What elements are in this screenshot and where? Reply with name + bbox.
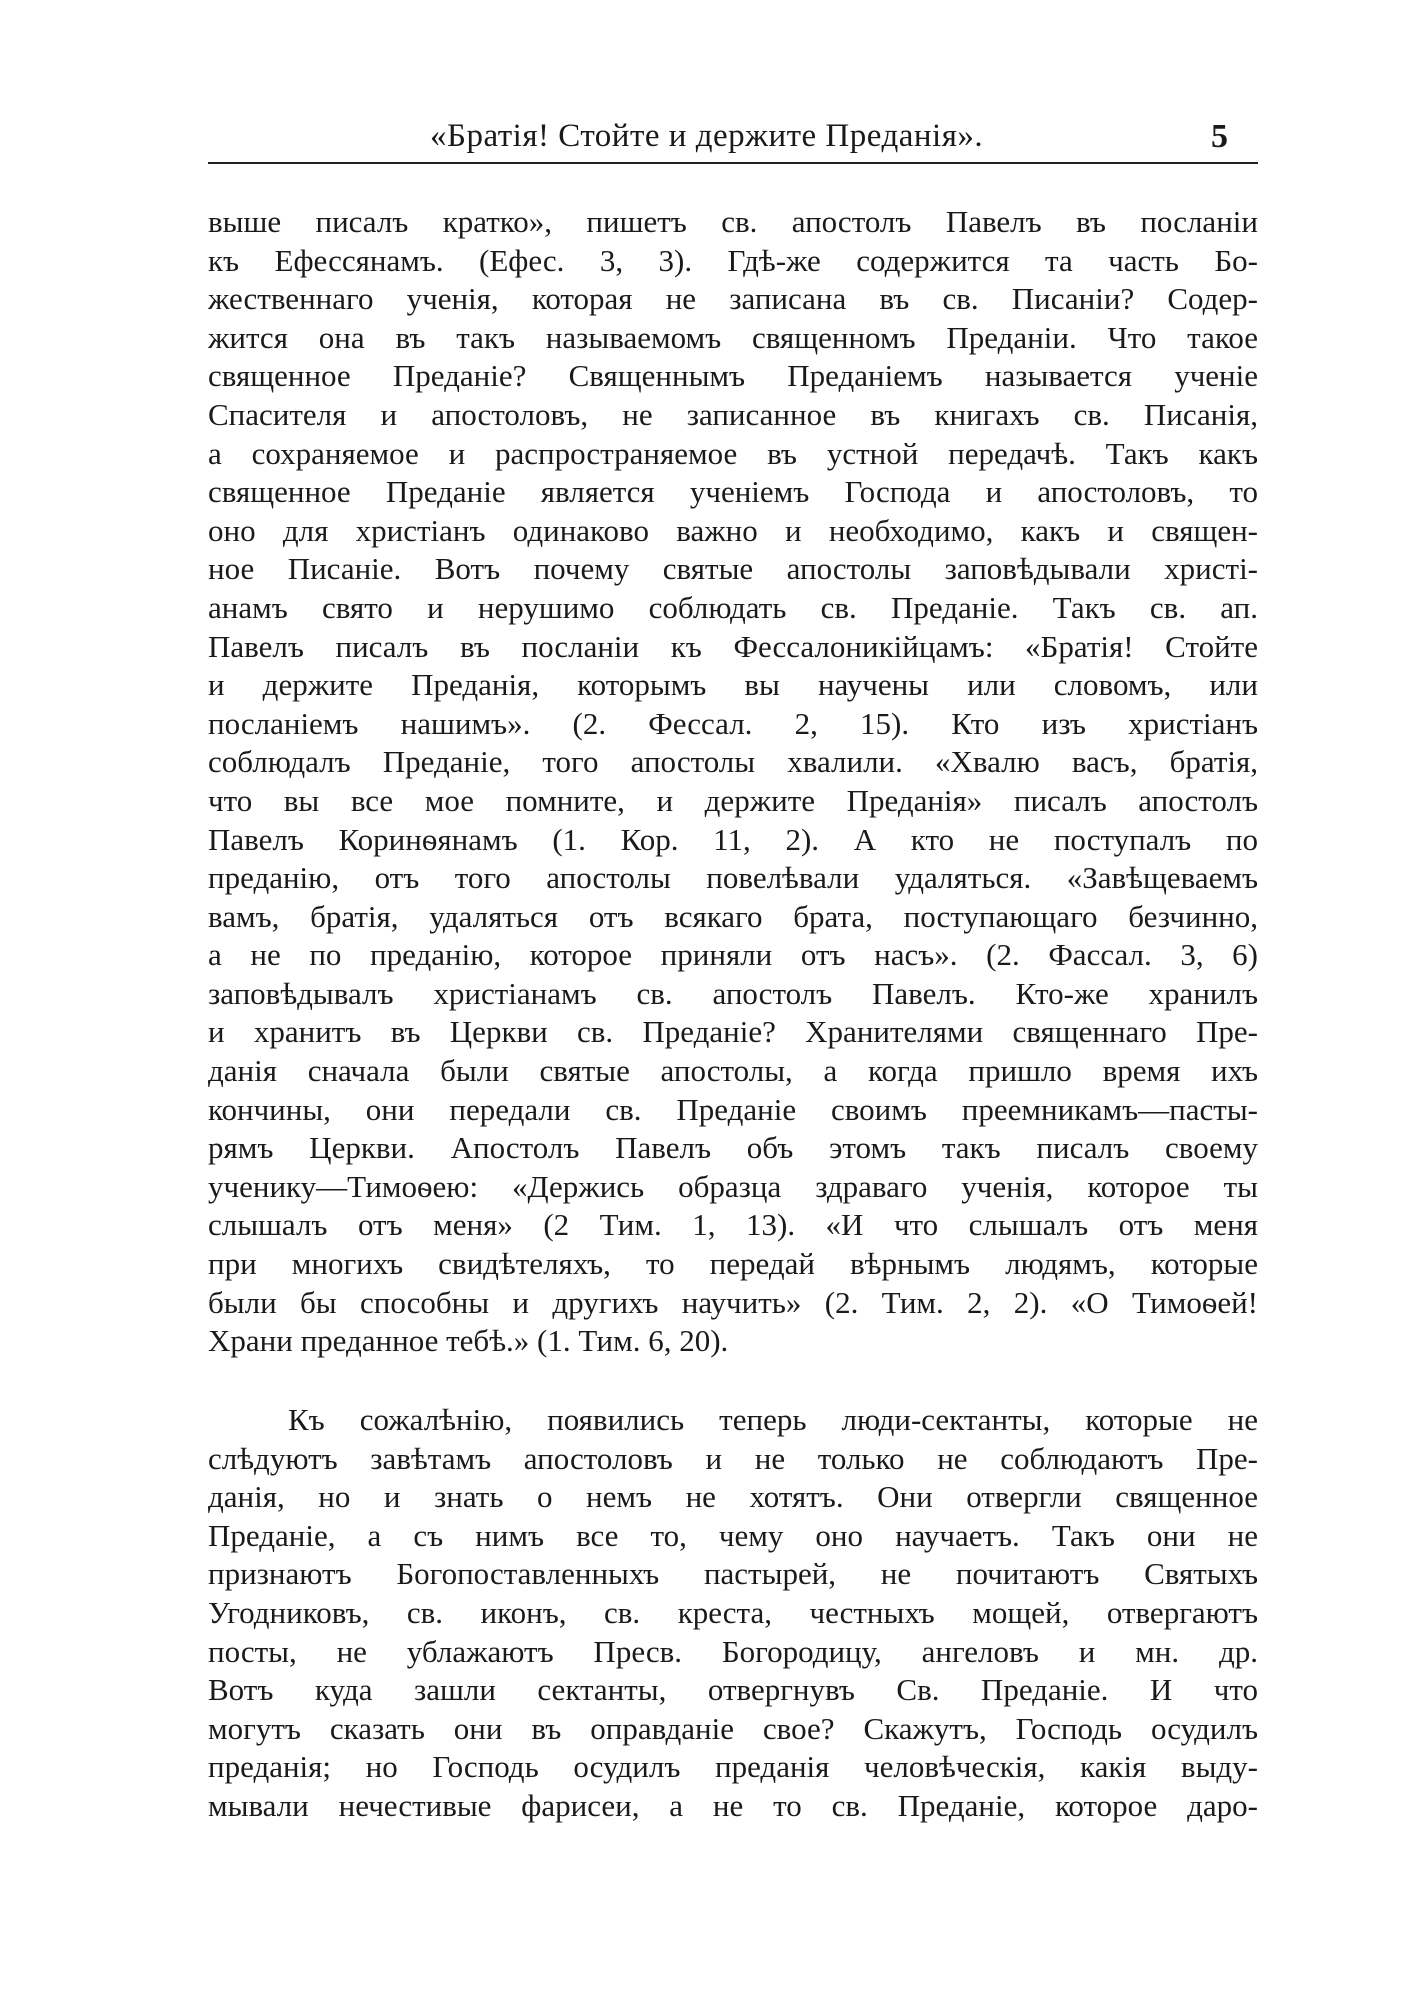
- text-line: мывали нечестивые фарисеи, а не то св. Преданіе, которое даро-: [208, 1787, 1258, 1823]
- text-line: Къ сожалѣнію, появились теперь люди-сектанты, которые не: [288, 1402, 1258, 1437]
- text-line: Преданіе, а съ нимъ все то, чему оно научаетъ. Такъ они не: [208, 1517, 1258, 1553]
- page-header: [208, 118, 1258, 162]
- text-line: и хранитъ въ Церкви св. Преданіе? Хранителями священнаго Пре-: [208, 1014, 1258, 1050]
- text-line: а не по преданію, которое приняли отъ насъ». (2. Фассал. 3, 6): [208, 937, 1258, 973]
- text-line: заповѣдывалъ христіанамъ св. апостолъ Павелъ. Кто-же хранилъ: [208, 975, 1258, 1011]
- text-line: анамъ свято и нерушимо соблюдать св. Преданіе. Такъ св. ап.: [208, 589, 1258, 625]
- text-line: данія, но и знать о немъ не хотятъ. Они отвергли священное: [208, 1479, 1258, 1515]
- text-line: Вотъ куда зашли сектанты, отвергнувъ Св. Преданіе. И что: [208, 1672, 1258, 1708]
- text-line: Спасителя и апостоловъ, не записанное въ книгахъ св. Писанія,: [208, 396, 1258, 432]
- text-line: преданія; но Господь осудилъ преданія человѣческія, какія выду-: [208, 1749, 1258, 1785]
- text-line: вамъ, братія, удаляться отъ всякаго брата, поступающаго безчинно,: [208, 898, 1258, 934]
- paragraph-1: [208, 203, 1258, 1361]
- text-line: признаютъ Богопоставленныхъ пастырей, не почитаютъ Святыхъ: [208, 1556, 1258, 1592]
- text-line: преданію, отъ того апостолы повелѣвали удаляться. «Завѣщеваемъ: [208, 860, 1258, 896]
- text-line: выше писалъ кратко», пишетъ св. апостолъ Павелъ въ посланіи: [208, 204, 1258, 239]
- text-line: Храни преданное тебѣ.» (1. Тим. 6, 20).: [208, 1323, 729, 1359]
- text-line: оно для христіанъ одинаково важно и необходимо, какъ и священ-: [208, 512, 1258, 548]
- text-line: жится она въ такъ называемомъ священномъ Преданіи. Что такое: [208, 319, 1258, 355]
- text-line: посланіемъ нашимъ». (2. Фессал. 2, 15). Кто изъ христіанъ: [208, 705, 1258, 741]
- text-line: что вы все мое помните, и держите Преданія» писалъ апостолъ: [208, 782, 1258, 818]
- text-line: соблюдалъ Преданіе, того апостолы хвалили. «Хвалю васъ, братія,: [208, 744, 1258, 780]
- text-line: къ Ефессянамъ. (Ефес. 3, 3). Гдѣ-же содержится та часть Бо-: [208, 242, 1258, 278]
- text-line: слышалъ отъ меня» (2 Тим. 1, 13). «И что слышалъ отъ меня: [208, 1207, 1258, 1243]
- text-line: слѣдуютъ завѣтамъ апостоловъ и не только не соблюдаютъ Пре-: [208, 1440, 1258, 1476]
- text-line: ученику—Тимоѳею: «Держись образца здраваго ученія, которое ты: [208, 1168, 1258, 1204]
- text-line: могутъ сказать они въ оправданіе свое? Скажутъ, Господь осудилъ: [208, 1710, 1258, 1746]
- text-line: Угодниковъ, св. иконъ, св. креста, честныхъ мощей, отвергаютъ: [208, 1594, 1258, 1630]
- text-line: а сохраняемое и распространяемое въ устной передачѣ. Такъ какъ: [208, 435, 1258, 471]
- page-number: 5: [1211, 118, 1228, 155]
- text-line: рямъ Церкви. Апостолъ Павелъ объ этомъ такъ писалъ своему: [208, 1130, 1258, 1166]
- text-line: посты, не ублажаютъ Пресв. Богородицу, ангеловъ и мн. др.: [208, 1633, 1258, 1669]
- text-line: ное Писаніе. Вотъ почему святые апостолы заповѣдывали христі-: [208, 551, 1258, 587]
- text-line: Павелъ писалъ въ посланіи къ Фессалоникійцамъ: «Братія! Стойте: [208, 628, 1258, 664]
- text-line: были бы способны и другихъ научить» (2. Тим. 2, 2). «О Тимоѳей!: [208, 1284, 1258, 1320]
- header-rule: [208, 162, 1258, 164]
- text-line: при многихъ свидѣтеляхъ, то передай вѣрнымъ людямъ, которые: [208, 1246, 1258, 1282]
- text-line: священное Преданіе является ученіемъ Господа и апостоловъ, то: [208, 474, 1258, 510]
- running-title: «Братія! Стойте и держите Преданія».: [430, 118, 984, 154]
- text-line: Павелъ Коринѳянамъ (1. Кор. 11, 2). А кто не поступалъ по: [208, 821, 1258, 857]
- text-line: кончины, они передали св. Преданіе своимъ преемникамъ—пасты-: [208, 1091, 1258, 1127]
- text-line: жественнаго ученія, которая не записана въ св. Писаніи? Содер-: [208, 281, 1258, 317]
- text-line: и держите Преданія, которымъ вы научены или словомъ, или: [208, 667, 1258, 703]
- paragraph-2: [208, 1401, 1258, 1826]
- text-line: священное Преданіе? Священнымъ Преданіемъ называется ученіе: [208, 358, 1258, 394]
- text-line: данія сначала были святые апостолы, а когда пришло время ихъ: [208, 1053, 1258, 1089]
